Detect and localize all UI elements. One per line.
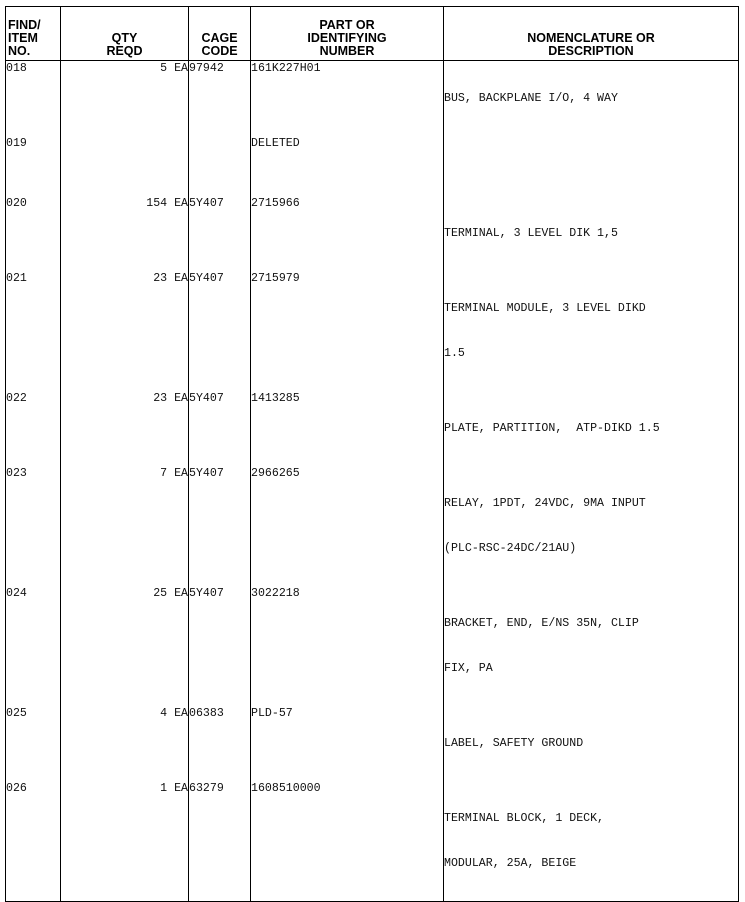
header-qty-reqd: QTY REQD bbox=[61, 7, 189, 61]
table-row bbox=[6, 781, 739, 902]
cell-description: RELAY, 1PDT, 24VDC, 9MA INPUT (PLC-RSC-24DC/21AU) bbox=[444, 466, 739, 586]
cell-part-number: 161K227H01 bbox=[251, 61, 444, 137]
cell-part-number: PLD-57 bbox=[251, 706, 444, 781]
parts-list-table bbox=[5, 6, 739, 902]
cell-find-no: 024 bbox=[6, 586, 61, 706]
cell-cage: 06383 bbox=[189, 706, 251, 781]
cell-qty: 25 EA bbox=[61, 586, 189, 706]
cell-cage: 97942 bbox=[189, 61, 251, 137]
cell-part-number: 3022218 bbox=[251, 586, 444, 706]
cell-part-number: 2715966 bbox=[251, 196, 444, 271]
cell-find-no: 025 bbox=[6, 706, 61, 781]
cell-cage bbox=[189, 136, 251, 196]
cell-cage: 5Y407 bbox=[189, 196, 251, 271]
table-row bbox=[6, 706, 739, 781]
table-row bbox=[6, 136, 739, 196]
cell-find-no: 018 bbox=[6, 61, 61, 137]
table-row bbox=[6, 196, 739, 271]
header-cage-code: CAGE CODE bbox=[189, 7, 251, 61]
header-description: NOMENCLATURE OR DESCRIPTION bbox=[444, 7, 739, 61]
table-row bbox=[6, 391, 739, 466]
cell-qty: 7 EA bbox=[61, 466, 189, 586]
cell-find-no: 019 bbox=[6, 136, 61, 196]
header-part-number: PART OR IDENTIFYING NUMBER bbox=[251, 7, 444, 61]
cell-part-number: 1608510000 bbox=[251, 781, 444, 902]
cell-find-no: 026 bbox=[6, 781, 61, 902]
cell-part-number: 2966265 bbox=[251, 466, 444, 586]
cell-qty: 23 EA bbox=[61, 271, 189, 391]
cell-description: BRACKET, END, E/NS 35N, CLIP FIX, PA bbox=[444, 586, 739, 706]
header-row bbox=[6, 7, 739, 61]
cell-find-no: 020 bbox=[6, 196, 61, 271]
table-row bbox=[6, 271, 739, 391]
cell-cage: 5Y407 bbox=[189, 466, 251, 586]
header-find-item-no: FIND/ ITEM NO. bbox=[6, 7, 61, 61]
table-row bbox=[6, 61, 739, 137]
cell-cage: 5Y407 bbox=[189, 586, 251, 706]
cell-qty: 154 EA bbox=[61, 196, 189, 271]
table-row bbox=[6, 586, 739, 706]
cell-description: LABEL, SAFETY GROUND bbox=[444, 706, 739, 781]
cell-description: BUS, BACKPLANE I/O, 4 WAY bbox=[444, 61, 739, 137]
cell-qty: 23 EA bbox=[61, 391, 189, 466]
cell-description: PLATE, PARTITION, ATP-DIKD 1.5 bbox=[444, 391, 739, 466]
cell-qty: 1 EA bbox=[61, 781, 189, 902]
cell-part-number: 2715979 bbox=[251, 271, 444, 391]
cell-qty: 4 EA bbox=[61, 706, 189, 781]
table-row bbox=[6, 466, 739, 586]
cell-part-number: 1413285 bbox=[251, 391, 444, 466]
cell-description: TERMINAL BLOCK, 1 DECK, MODULAR, 25A, BEIGE bbox=[444, 781, 739, 902]
cell-description bbox=[444, 136, 739, 196]
cell-cage: 5Y407 bbox=[189, 391, 251, 466]
cell-find-no: 023 bbox=[6, 466, 61, 586]
cell-part-number: DELETED bbox=[251, 136, 444, 196]
cell-description: TERMINAL MODULE, 3 LEVEL DIKD 1.5 bbox=[444, 271, 739, 391]
cell-cage: 5Y407 bbox=[189, 271, 251, 391]
cell-cage: 63279 bbox=[189, 781, 251, 902]
cell-qty bbox=[61, 136, 189, 196]
cell-find-no: 021 bbox=[6, 271, 61, 391]
cell-find-no: 022 bbox=[6, 391, 61, 466]
cell-qty: 5 EA bbox=[61, 61, 189, 137]
cell-description: TERMINAL, 3 LEVEL DIK 1,5 bbox=[444, 196, 739, 271]
